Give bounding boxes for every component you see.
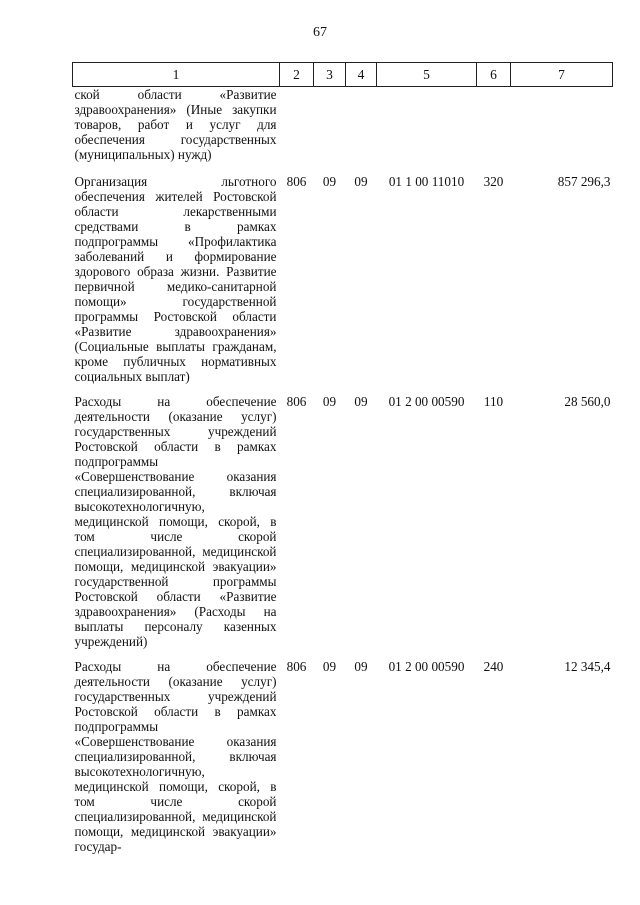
row-description: Расходы на обеспечение деятельности (оказание услуг) государственных учреждений Ростовской области в рамках подпрограммы «Совершенствование оказания специализированной, включая высокотехнологичную, медицинской помощи, скорой, в том числе скорой специализированной, медицинской помощи, медицинской эвакуации» государ-: [74, 659, 277, 854]
column-header: 5: [377, 63, 477, 87]
target-article-code: 01 2 00 00590: [388, 394, 465, 409]
expense-type-code: 320: [483, 174, 504, 189]
row-description: ской области «Развитие здравоохранения» (Иные закупки товаров, работ и услуг для обеспечения государственных (муниципальных) нужд): [74, 87, 277, 162]
subsection-code: 09: [354, 659, 368, 674]
expense-type-code: [477, 87, 511, 175]
row-description: Расходы на обеспечение деятельности (оказание услуг) государственных учреждений Ростовской области в рамках подпрограммы «Совершенствование оказания специализированной, включая высокотехнологичную, медицинской помощи, скорой, в том числе скорой специализированной, медицинской помощи, медицинской эвакуации» государственной программы Ростовской области «Развитие здравоохранения» (Расходы на выплаты персоналу казенных учреждений): [74, 394, 277, 649]
section-code: 09: [322, 659, 337, 674]
subsection-code: [346, 87, 377, 175]
ministry-code: 806: [286, 659, 307, 674]
row-description: Организация льготного обеспечения жителей Ростовской области лекарственными средствами в рамках подпрограммы «Профилактика заболеваний и формирование здорового образа жизни. Развитие первичной медико-санитарной помощи» государственной программы Ростовской области «Развитие здравоохранения» (Социальные выплаты гражданам, кроме публичных нормативных социальных выплат): [74, 174, 277, 384]
amount: 12 345,4: [564, 659, 611, 674]
subsection-code: 09: [354, 174, 368, 189]
table-row: [73, 659, 613, 864]
expense-type-code: 110: [483, 394, 504, 409]
table-row: [73, 87, 613, 175]
budget-table: [72, 62, 613, 864]
ministry-code: 806: [286, 394, 307, 409]
column-header: 4: [346, 63, 377, 87]
table-row: [73, 174, 613, 394]
target-article-code: 01 1 00 11010: [388, 174, 465, 189]
page-number: 67: [313, 25, 327, 40]
ministry-code: 806: [286, 174, 307, 189]
column-header: 6: [477, 63, 511, 87]
column-header: 3: [314, 63, 346, 87]
target-article-code: [377, 87, 477, 175]
amount: 857 296,3: [557, 174, 611, 189]
section-code: 09: [322, 394, 337, 409]
amount: [511, 87, 613, 175]
expense-type-code: 240: [483, 659, 504, 674]
ministry-code: [280, 87, 314, 175]
table-row: [73, 394, 613, 659]
section-code: [314, 87, 346, 175]
column-header: 7: [511, 63, 613, 87]
subsection-code: 09: [354, 394, 368, 409]
amount: 28 560,0: [564, 394, 611, 409]
column-header: 1: [73, 63, 280, 87]
target-article-code: 01 2 00 00590: [388, 659, 465, 674]
table-header-row: [73, 63, 613, 87]
section-code: 09: [322, 174, 337, 189]
column-header: 2: [280, 63, 314, 87]
